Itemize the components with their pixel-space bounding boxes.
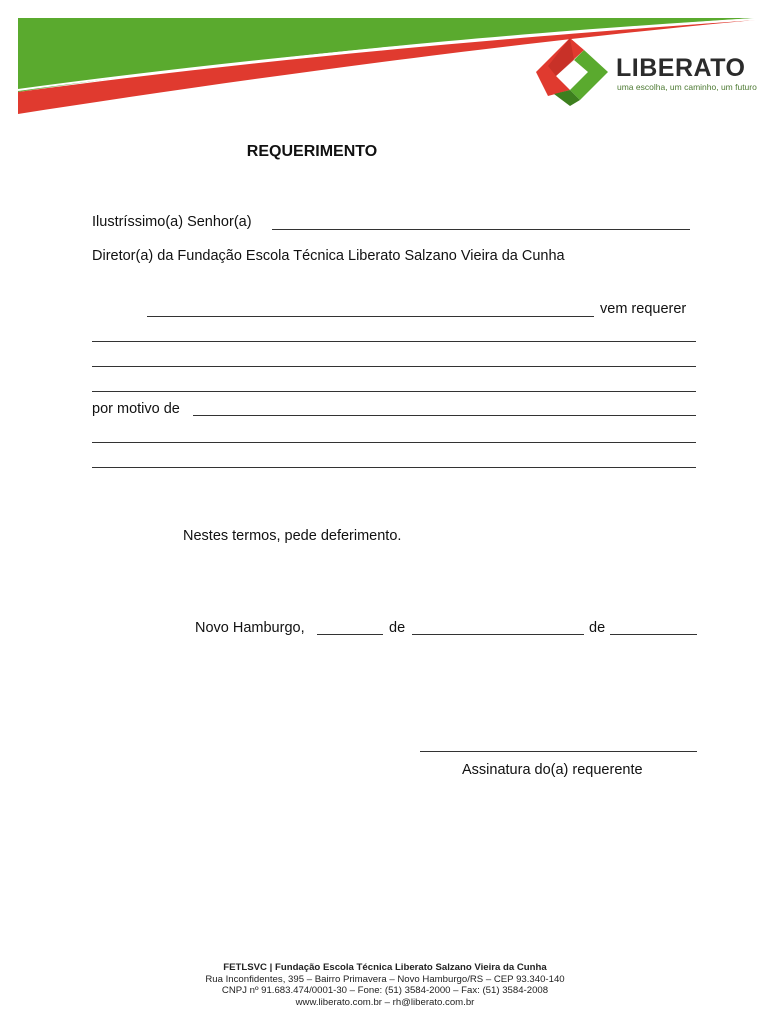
- city-label: Novo Hamburgo,: [195, 620, 305, 636]
- salutation-label: Ilustríssimo(a) Senhor(a): [92, 214, 252, 230]
- reason-field-line-1[interactable]: [193, 415, 696, 416]
- requester-name-field-line[interactable]: [147, 316, 594, 317]
- reason-field-line-3[interactable]: [92, 467, 696, 468]
- signature-field-line[interactable]: [420, 751, 697, 752]
- day-field-line[interactable]: [317, 634, 383, 635]
- year-field-line[interactable]: [610, 634, 697, 635]
- requests-label: vem requerer: [600, 301, 687, 317]
- signature-label: Assinatura do(a) requerente: [462, 762, 643, 778]
- request-field-line-2[interactable]: [92, 366, 696, 367]
- brand-tagline: uma escolha, um caminho, um futuro: [617, 82, 757, 92]
- document-title: REQUERIMENTO: [246, 143, 378, 160]
- month-field-line[interactable]: [412, 634, 584, 635]
- date-separator-1: de: [389, 620, 406, 636]
- reason-field-line-2[interactable]: [92, 442, 696, 443]
- brand-name: LIBERATO: [616, 54, 746, 82]
- liberato-logo-icon: [534, 36, 612, 108]
- closing-text: Nestes termos, pede deferimento.: [183, 528, 402, 544]
- director-line: Diretor(a) da Fundação Escola Técnica Liberato Salzano Vieira da Cunha: [92, 248, 565, 264]
- date-separator-2: de: [589, 620, 606, 636]
- reason-label: por motivo de: [92, 401, 180, 417]
- footer-web: www.liberato.com.br – rh@liberato.com.br: [295, 996, 475, 1008]
- addressee-field-line[interactable]: [272, 229, 690, 230]
- footer-contact: CNPJ nº 91.683.474/0001-30 – Fone: (51) 3584-2000 – Fax: (51) 3584-2008: [221, 985, 549, 996]
- request-field-line-3[interactable]: [92, 391, 696, 392]
- request-field-line-1[interactable]: [92, 341, 696, 342]
- footer-institution: FETLSVC | Fundação Escola Técnica Liberato Salzano Vieira da Cunha: [223, 962, 547, 973]
- footer: [0, 962, 770, 1008]
- footer-address: Rua Inconfidentes, 395 – Bairro Primavera – Novo Hamburgo/RS – CEP 93.340-140: [205, 973, 565, 985]
